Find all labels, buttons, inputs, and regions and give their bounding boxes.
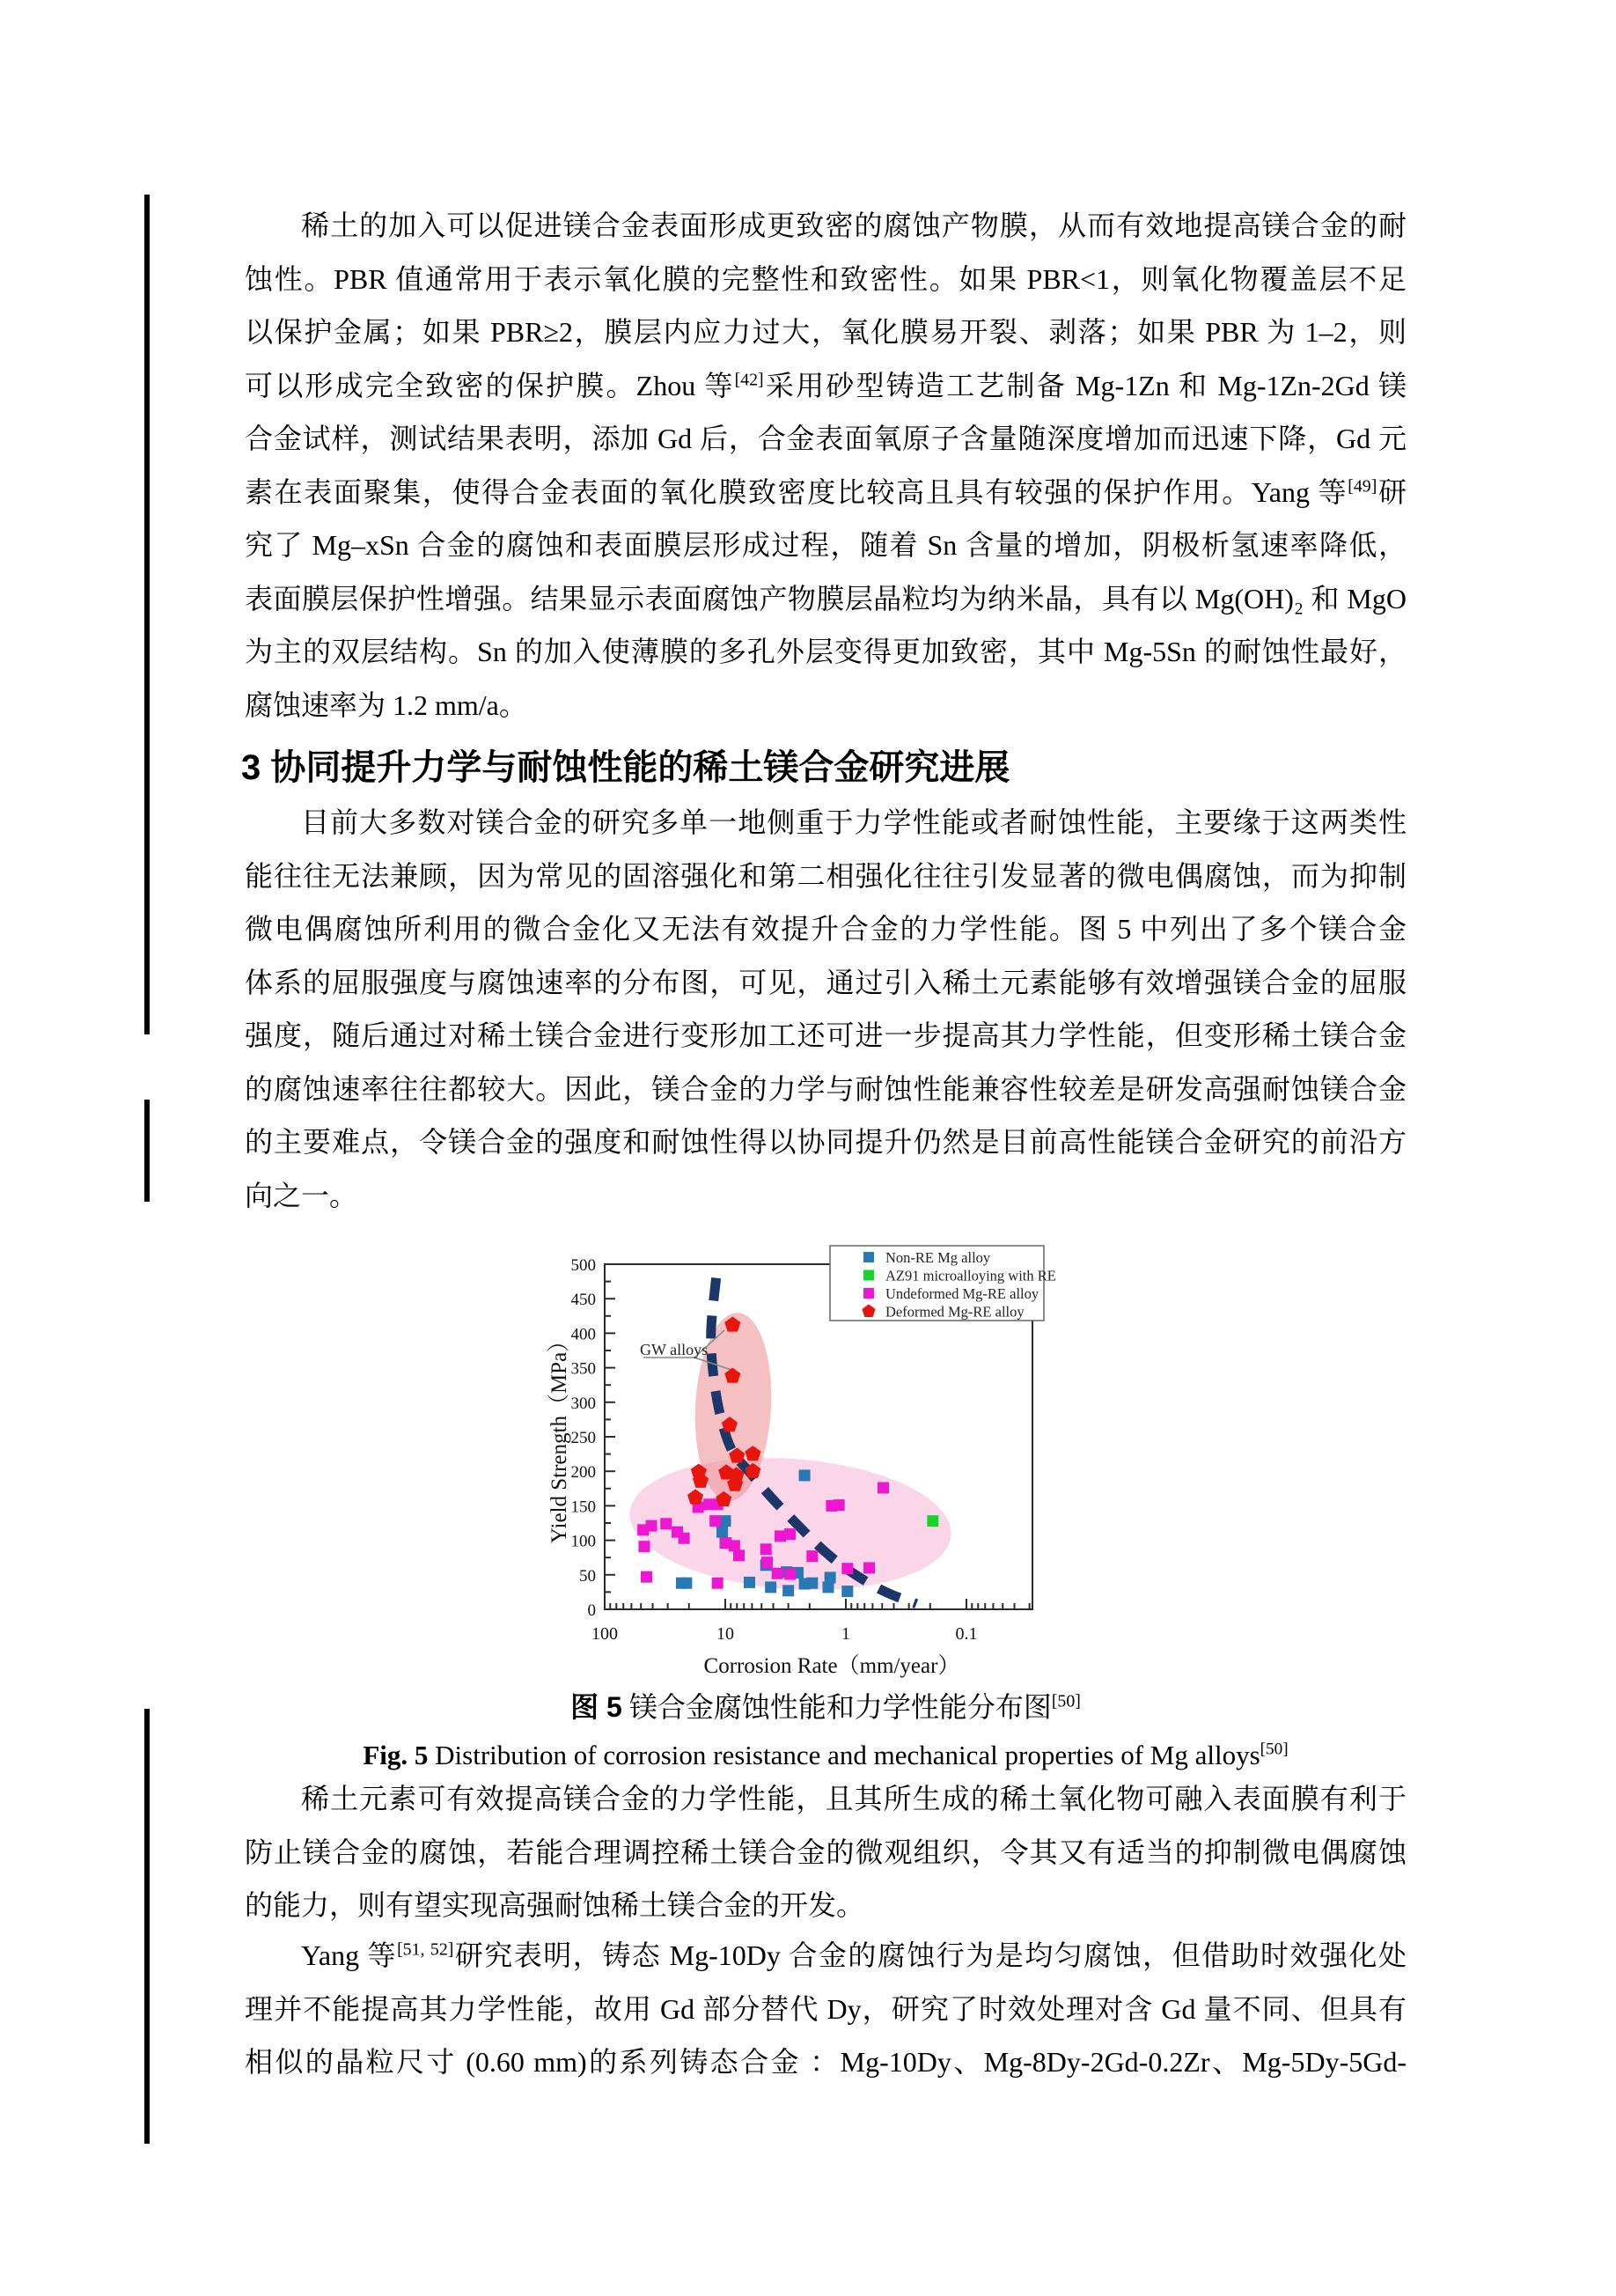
text-line: 的主要难点，令镁合金的强度和耐蚀性得以协同提升仍然是目前高性能镁合金研究的前沿方 (245, 1126, 1407, 1158)
text-line: 稀土元素可有效提高镁合金的力学性能，且其所生成的稀土氧化物可融入表面膜有利于 (301, 1783, 1407, 1814)
legend-label: Undeformed Mg-RE alloy (885, 1285, 1039, 1302)
x-tick-label: 10 (716, 1624, 734, 1644)
y-tick-label: 350 (570, 1359, 596, 1379)
text-line: 蚀性。PBR 值通常用于表示氧化膜的完整性和致密性。如果 PBR<1，则氧化物覆盖层不足 (245, 262, 1407, 295)
y-tick-label: 250 (570, 1429, 596, 1447)
text-line: 腐蚀速率为 1.2 mm/a。 (245, 688, 527, 721)
data-point-square (927, 1515, 938, 1527)
text-line: 微电偶腐蚀所利用的微合金化又无法有效提升合金的力学性能。图 5 中列出了多个镁合金 (245, 913, 1407, 945)
data-point-square (744, 1577, 755, 1588)
y-axis-title: Yield Strength（MPa） (547, 1329, 571, 1544)
data-point-square (712, 1578, 724, 1589)
data-point-square (679, 1533, 690, 1544)
gw-alloys-annotation: GW alloys (640, 1341, 709, 1358)
data-point-square (720, 1515, 731, 1527)
data-point-square (761, 1556, 773, 1568)
text-line: 可以形成完全致密的保护膜。Zhou 等[42]采用砂型铸造工艺制备 Mg-1Zn 和 Mg-1Zn-2Gd 镁 (245, 369, 1407, 401)
data-point-square (641, 1571, 652, 1583)
data-point-square (782, 1585, 794, 1596)
data-point-square (765, 1581, 776, 1593)
text-line: Yang 等[51, 52]研究表明，铸态 Mg-10Dy 合金的腐蚀行为是均匀腐蚀，但借助时效强化处 (301, 1939, 1407, 1971)
margin-change-bar (144, 1100, 150, 1202)
data-point-square (784, 1569, 796, 1580)
text-line: 稀土的加入可以促进镁合金表面形成更致密的腐蚀产物膜，从而有效地提高镁合金的耐 (301, 210, 1407, 241)
data-point-square (806, 1578, 818, 1589)
x-tick-label: 1 (841, 1624, 850, 1644)
data-point-square (784, 1528, 796, 1540)
data-point-square (709, 1515, 721, 1527)
paragraph-corrosion-film (245, 199, 1407, 732)
data-point-square (822, 1581, 834, 1593)
legend-marker (863, 1288, 874, 1299)
figure-caption-en-text: Distribution of corrosion resistance and mechanical properties of Mg alloys[50] (428, 1740, 1289, 1770)
legend-label: AZ91 microalloying with RE (885, 1267, 1056, 1284)
paragraph-yang-mg10dy (245, 1929, 1407, 2089)
y-tick-label: 450 (570, 1291, 596, 1310)
legend-marker (863, 1270, 874, 1281)
text-line: 为主的双层结构。Sn 的加入使薄膜的多孔外层变得更加致密，其中 Mg-5Sn 的耐蚀性最好， (245, 636, 1407, 667)
y-tick-label: 100 (570, 1532, 596, 1551)
text-line: 向之一。 (245, 1179, 358, 1211)
text-line: 目前大多数对镁合金的研究多单一地侧重于力学性能或者耐蚀性能，主要缘于这两类性 (301, 806, 1407, 838)
x-tick-label: 0.1 (955, 1624, 978, 1644)
y-tick-label: 400 (570, 1325, 596, 1344)
data-point-square (772, 1568, 783, 1579)
data-point-square (775, 1530, 786, 1542)
figure-label-en: Fig. 5 (363, 1740, 429, 1770)
data-point-square (863, 1562, 875, 1573)
text-line: 防止镁合金的腐蚀，若能合理调控稀土镁合金的微观组织，令其又有适当的抑制微电偶腐蚀 (245, 1836, 1407, 1868)
text-line: 素在表面聚集，使得合金表面的氧化膜致密度比较高且具有较强的保护作用。Yang 等[49]研 (245, 475, 1407, 508)
data-point-square (841, 1563, 853, 1574)
text-line: 强度，随后通过对稀土镁合金进行变形加工还可进一步提高其力学性能，但变形稀土镁合金 (245, 1019, 1407, 1051)
figure-caption-zh-text: 镁合金腐蚀性能和力学性能分布图[50] (621, 1691, 1081, 1723)
series-az91-microalloying-with-re (927, 1515, 938, 1527)
paragraph-re-oxides (245, 1772, 1407, 1932)
text-line: 理并不能提高其力学性能，故用 Gd 部分替代 Dy，研究了时效处理对含 Gd 量不同、但具有 (245, 1992, 1407, 2025)
data-point-square (806, 1550, 818, 1562)
figure-caption-zh (227, 1680, 1424, 1734)
text-line: 的能力，则有望实现高强耐蚀稀土镁合金的开发。 (245, 1889, 865, 1921)
data-point-square (878, 1483, 889, 1494)
data-point-square (760, 1543, 772, 1555)
margin-change-bar (144, 195, 150, 1034)
text-line: 能往往无法兼顾，因为常见的固溶强化和第二相强化往往引发显著的微电偶腐蚀，而为抑制 (245, 859, 1407, 892)
text-line: 表面膜层保护性增强。结果显示表面腐蚀产物膜层晶粒均为纳米晶，具有以 Mg(OH)₂ 和 MgO (245, 582, 1407, 614)
legend-marker (863, 1252, 874, 1262)
y-tick-label: 200 (570, 1463, 596, 1483)
margin-change-bar (144, 1709, 150, 2144)
text-line: 究了 Mg–xSn 合金的腐蚀和表面膜层形成过程，随着 Sn 含量的增加，阴极析氢速率降低， (245, 529, 1407, 561)
text-line: 相似的晶粒尺寸 (0.60 mm)的系列铸态合金 ：Mg-10Dy、Mg-8Dy-2Gd-0.2Zr、Mg-5Dy-5Gd- (245, 2046, 1407, 2078)
data-point-square (646, 1520, 657, 1532)
legend-label: Non-RE Mg alloy (885, 1249, 991, 1266)
data-point-square (660, 1518, 672, 1529)
y-tick-label: 300 (570, 1394, 596, 1413)
figure-label-zh: 图 5 (570, 1691, 622, 1723)
data-point-square (834, 1499, 845, 1511)
x-axis-title: Corrosion Rate（mm/year） (703, 1654, 960, 1678)
mg-alloy-scatter-chart (511, 1225, 1109, 1680)
data-point-square (638, 1541, 650, 1552)
x-tick-label: 100 (591, 1624, 618, 1644)
text-line: 合金试样，测试结果表明，添加 Gd 后，合金表面氧原子含量随深度增加而迅速下降，Gd 元 (245, 423, 1407, 454)
data-point-square (680, 1578, 692, 1589)
data-point-square (841, 1586, 853, 1597)
data-point-square (716, 1527, 728, 1538)
y-tick-label: 150 (570, 1498, 596, 1517)
text-line: 的腐蚀速率往往都较大。因此，镁合金的力学与耐蚀性能兼容性较差是研发高强耐蚀镁合金 (245, 1072, 1407, 1105)
paragraph-research-status (245, 796, 1407, 1222)
data-point-square (733, 1549, 745, 1561)
y-tick-label: 0 (587, 1601, 596, 1620)
legend-label: Deformed Mg-RE alloy (885, 1303, 1025, 1321)
y-tick-label: 500 (570, 1256, 596, 1275)
data-point-square (799, 1469, 811, 1481)
text-line: 体系的屈服强度与腐蚀速率的分布图，可见，通过引入稀土元素能够有效增强镁合金的屈服 (245, 966, 1407, 998)
section-heading: 3 协同提升力学与耐蚀性能的稀土镁合金研究进展 (241, 748, 1010, 787)
y-tick-label: 50 (579, 1566, 596, 1586)
text-line: 以保护金属；如果 PBR≥2，膜层内应力过大，氧化膜易开裂、剥落；如果 PBR 为 1–2，则 (245, 316, 1407, 348)
